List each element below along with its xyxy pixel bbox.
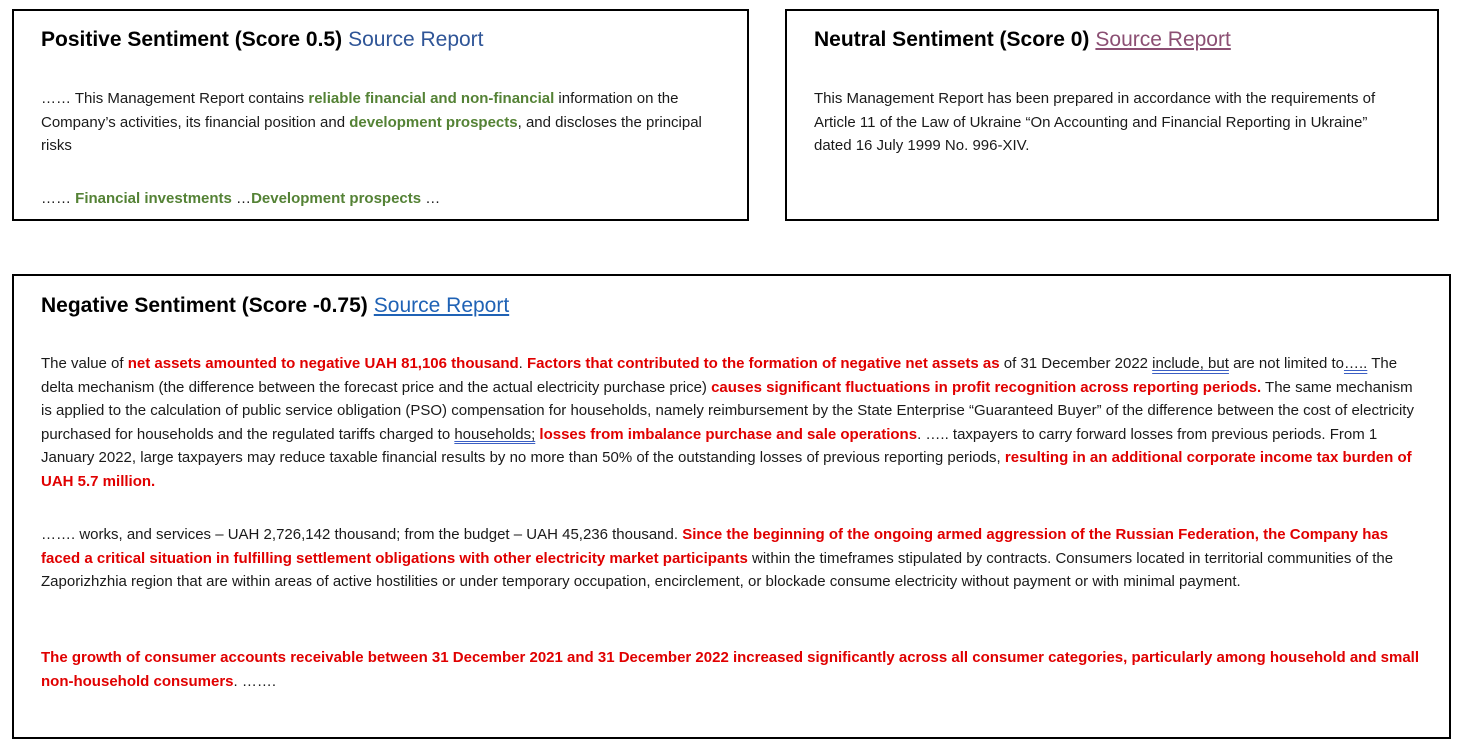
text: are not limited to [1228,355,1344,372]
text: …… This Management Report contains [41,90,309,107]
text: . [518,355,527,372]
positive-paragraph-1 [41,87,731,158]
negative-heading [41,294,509,318]
negative-paragraph-2 [41,523,1426,594]
grammar-flag: households; [454,425,536,443]
neutral-title: Neutral Sentiment (Score 0) [814,28,1090,51]
text: , and discloses the principal risks [41,113,702,154]
negative-highlight: The growth of consumer accounts receivable between 31 December 2021 and 31 December 2022 increased significantly across all consumer categories, particularly among household and small non-household consumers [41,649,1420,690]
positive-highlight: reliable financial and non-financial [308,90,555,107]
text: . ……. [233,672,277,690]
text: The value of [41,355,128,372]
positive-highlight: development prospects [349,113,518,131]
positive-heading [41,28,484,52]
positive-source-report-link[interactable]: Source Report [348,28,484,51]
negative-title: Negative Sentiment (Score -0.75) [41,294,368,317]
text: …… [41,190,76,207]
negative-sentiment-panel [12,274,1451,739]
neutral-paragraph: This Management Report has been prepared in accordance with the requirements of Article 11 of the Law of Ukraine “On Accounting and Financial Reporting in Ukraine” dated 16 July 1999 No. 996-XIV. [814,90,1376,154]
text: information on the Company’s activities, its financial position and [41,90,679,131]
positive-highlight: Development prospects [251,190,422,207]
neutral-source-report-link[interactable]: Source Report [1095,28,1231,51]
text: … [231,190,252,207]
grammar-flag: include, but [1152,355,1229,372]
negative-highlight: causes significant fluctuations in profit recognition across reporting periods. [711,378,1262,396]
negative-highlight: losses from imbalance purchase and sale operations [539,425,918,443]
positive-sentiment-panel [12,9,749,221]
negative-highlight: Since the beginning of the ongoing armed aggression of the Russian Federation, the Company has faced a critical situation in fulfilling settlement obligations with other electricity market participants [41,526,1389,567]
negative-source-report-link[interactable]: Source Report [373,294,510,317]
text: within the timeframes stipulated by contracts. Consumers located in territorial communities of the Zaporizhzhia region that are within areas of active hostilities or under temporary occupation, encirclement, or blockade consume electricity without payment or with minimal payment. [41,549,1394,590]
text: ……. works, and services – UAH 2,726,142 thousand; from the budget – UAH 45,236 thousand. [41,526,683,543]
negative-paragraph-1 [41,352,1426,493]
positive-paragraph-2 [41,187,731,211]
text: . ….. taxpayers to carry forward losses from previous periods. From 1 January 2022, large taxpayers may reduce taxable financial results by no more than 50% of the outstanding losses of previous reporting periods, [41,425,1378,466]
text: The delta mechanism (the difference between the forecast price and the actual electricity purchase price) [41,355,1398,396]
neutral-sentiment-panel [785,9,1439,221]
negative-paragraph-3 [41,646,1426,693]
negative-highlight: net assets amounted to negative UAH 81,106 thousand [127,355,519,372]
text: … [421,190,441,207]
positive-title: Positive Sentiment (Score 0.5) [41,28,343,51]
text: The same mechanism is applied to the calculation of public service obligation (PSO) compensation for households, namely reimbursement by the State Enterprise “Guaranteed Buyer” of the difference between the cost of electricity purchased for households and the regulated tariffs charged to [41,378,1414,443]
negative-highlight: resulting in an additional corporate income tax burden of UAH 5.7 million. [41,449,1412,490]
grammar-flag: ….. [1343,355,1368,372]
text: of 31 December 2022 [999,355,1153,372]
negative-highlight: Factors that contributed to the formation of negative net assets as [527,355,1000,372]
positive-highlight: Financial investments [75,190,232,207]
neutral-heading [814,28,1231,52]
